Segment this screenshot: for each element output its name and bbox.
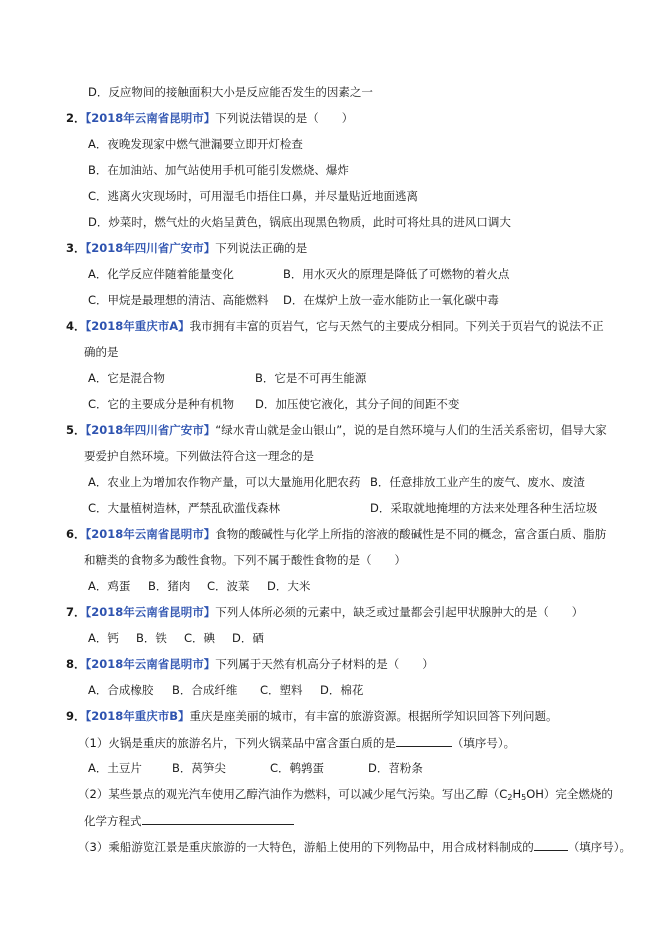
q7-options — [0, 630, 661, 646]
q8-option-a: A．合成橡胶 — [88, 683, 154, 697]
question-source: 【2018年云南省昆明市】 — [85, 657, 216, 671]
q9-option-d: D．苕粉条 — [368, 761, 423, 775]
q6-option-d: D．大米 — [267, 579, 311, 593]
question-number: 5． — [66, 423, 86, 437]
q2-option-c: C．逃离火灾现场时，可用湿毛巾捂住口鼻，并尽量贴近地面逃离 — [88, 189, 419, 203]
q8-option-b: B．合成纤维 — [172, 683, 238, 697]
question-number: 8． — [66, 657, 86, 671]
q9-part-1 — [78, 734, 515, 751]
q1-option-d: D．反应物间的接触面积大小是反应能否发生的因素之一 — [88, 85, 373, 99]
question-text: “绿水青山就是金山银山”，说的是自然环境与人们的生活关系密切，倡导大家 — [215, 423, 607, 437]
q3-option-c: C．甲烷是最理想的清洁、高能燃料 — [88, 293, 269, 307]
q9-part-3-tail: （填序号）。 — [567, 840, 632, 854]
question-source: 【2018年重庆市B】 — [85, 709, 190, 723]
q4-option-d: D．加压使它液化，其分子间的间距不变 — [255, 397, 460, 411]
q3-options-row-1 — [0, 266, 661, 282]
question-text: 下列说法正确的是 — [215, 241, 308, 255]
q6-option-b: B．猪肉 — [148, 579, 191, 593]
q3-option-a: A．化学反应伴随着能量变化 — [88, 267, 234, 281]
q2-option-a: A．夜晚发现家中燃气泄漏要立即开灯检查 — [88, 137, 303, 151]
q6-option-a: A．鸡蛋 — [88, 579, 131, 593]
q9-part-1-tail: （填序号）。 — [451, 736, 516, 750]
question-text: 下列人体所必须的元素中，缺乏或过量都会引起甲状腺肿大的是（ ） — [215, 605, 584, 619]
q5-options-row-1 — [0, 474, 661, 490]
q8-option-d: D．棉花 — [320, 683, 364, 697]
question-source: 【2018年云南省昆明市】 — [85, 111, 216, 125]
question-2-stem — [66, 110, 353, 126]
q9-part-2-end: OH）完全燃烧的 — [526, 787, 613, 801]
q9-option-b: B．莴笋尖 — [172, 761, 226, 775]
q5-option-a: A．农业上为增加农作物产量，可以大量施用化肥农药 — [88, 475, 361, 489]
q4-options-row-1 — [0, 370, 661, 386]
question-6-stem-cont: 和糖类的食物多为酸性食物。下列不属于酸性食物的是（ ） — [84, 553, 406, 567]
q5-option-c: C．大量植树造林，严禁乱砍滥伐森林 — [88, 501, 281, 515]
question-number: 2． — [66, 111, 86, 125]
q9-part-2 — [78, 786, 613, 806]
q5-option-d: D．采取就地掩埋的方法来处理各种生活垃圾 — [370, 501, 598, 515]
formula-part: H — [512, 787, 522, 801]
q9-part-3 — [78, 838, 631, 855]
question-text: 我市拥有丰富的页岩气，它与天然气的主要成分相同。下列关于页岩气的说法不正 — [189, 319, 604, 333]
question-source: 【2018年四川省广安市】 — [85, 423, 216, 437]
question-5-stem — [66, 422, 607, 438]
q7-option-a: A．钙 — [88, 631, 119, 645]
question-4-stem — [66, 318, 604, 334]
question-number: 3． — [66, 241, 86, 255]
question-text: 重庆是座美丽的城市，有丰富的旅游资源。根据所学知识回答下列问题。 — [189, 709, 558, 723]
question-number: 7． — [66, 605, 86, 619]
question-9-stem — [66, 708, 558, 724]
q2-option-d: D．炒菜时，燃气灶的火焰呈黄色，锅底出现黑色物质，此时可将灶具的进风口调大 — [88, 215, 511, 229]
question-text: 下列说法错误的是（ ） — [215, 111, 354, 125]
question-source: 【2018年重庆市A】 — [85, 319, 190, 333]
question-7-stem — [66, 604, 583, 620]
question-source: 【2018年云南省昆明市】 — [85, 527, 216, 541]
q4-option-a: A．它是混合物 — [88, 371, 165, 385]
answer-blank[interactable] — [142, 812, 294, 825]
subscript: 5 — [521, 793, 527, 802]
q4-option-c: C．它的主要成分是种有机物 — [88, 397, 235, 411]
q3-option-d: D．在煤炉上放一壶水能防止一氧化碳中毒 — [283, 293, 499, 307]
q7-option-b: B．铁 — [136, 631, 167, 645]
question-8-stem — [66, 656, 434, 672]
question-number: 4． — [66, 319, 86, 333]
question-5-stem-cont: 要爱护自然环境。下列做法符合这一理念的是 — [84, 449, 314, 463]
q6-option-c: C．波菜 — [207, 579, 250, 593]
q9-part-2-cont — [84, 812, 294, 829]
question-3-stem — [66, 240, 307, 256]
q7-option-d: D．硒 — [232, 631, 264, 645]
subscript: 2 — [507, 793, 513, 802]
question-6-stem — [66, 526, 606, 542]
q4-options-row-2 — [0, 396, 661, 412]
question-number: 6． — [66, 527, 86, 541]
q9-part-2-text-cont: 化学方程式 — [84, 814, 142, 828]
question-text: 食物的酸碱性与化学上所指的溶液的酸碱性是不同的概念，富含蛋白质、脂肪 — [215, 527, 607, 541]
q8-options — [0, 682, 661, 698]
q4-option-b: B．它是不可再生能源 — [255, 371, 367, 385]
q9-part-1-text: （1）火锅是重庆的旅游名片，下列火锅菜品中富含蛋白质的是 — [78, 736, 396, 750]
q3-options-row-2 — [0, 292, 661, 308]
question-number: 9． — [66, 709, 86, 723]
q6-options — [0, 578, 661, 594]
question-text: 下列属于天然有机高分子材料的是（ ） — [215, 657, 434, 671]
q8-option-c: C．塑料 — [260, 683, 303, 697]
q9-part-2-text: （2）某些景点的观光汽车使用乙醇汽油作为燃料，可以减少尾气污染。写出乙醇（C — [78, 787, 508, 801]
q5-options-row-2 — [0, 500, 661, 516]
q3-option-b: B．用水灭火的原理是降低了可燃物的着火点 — [283, 267, 510, 281]
q9-part-3-text: （3）乘船游览江景是重庆旅游的一大特色，游船上使用的下列物品中，用合成材料制成的 — [78, 840, 534, 854]
question-4-stem-cont: 确的是 — [84, 345, 119, 359]
q9-option-c: C．鹌鹑蛋 — [270, 761, 325, 775]
q9-option-a: A．土豆片 — [88, 761, 142, 775]
question-source: 【2018年四川省广安市】 — [85, 241, 216, 255]
answer-blank[interactable] — [534, 838, 568, 851]
q5-option-b: B．任意排放工业产生的废气、废水、废渣 — [370, 475, 585, 489]
q7-option-c: C．碘 — [184, 631, 216, 645]
question-source: 【2018年云南省昆明市】 — [85, 605, 216, 619]
q2-option-b: B．在加油站、加气站使用手机可能引发燃烧、爆炸 — [88, 163, 349, 177]
q9-part-1-options — [0, 760, 661, 776]
answer-blank[interactable] — [396, 734, 452, 747]
